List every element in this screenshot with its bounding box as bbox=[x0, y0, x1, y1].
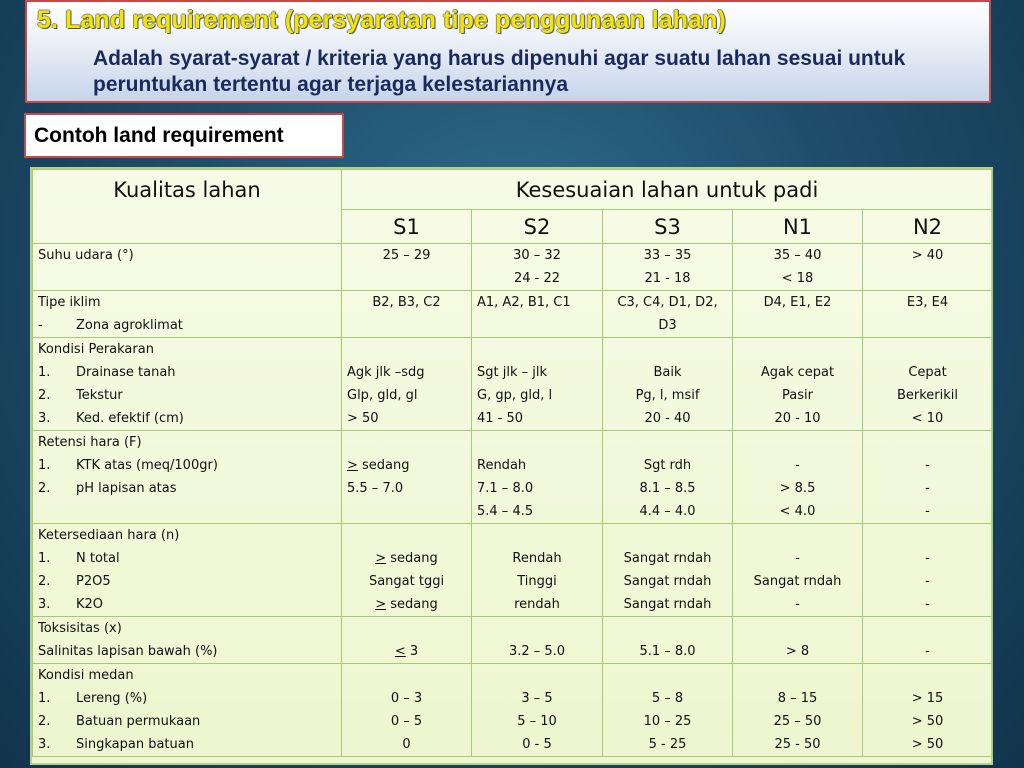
cell-value: D3 bbox=[658, 318, 677, 333]
slide-subtitle: Adalah syarat-syarat / kriteria yang harus dipenuhi agar suatu lahan sesuai untuk peruntukan tertentu agar terjaga kelestariannya bbox=[93, 47, 906, 96]
cell-value: > 50 bbox=[347, 411, 379, 426]
table-row bbox=[33, 524, 993, 617]
cell-value: 30 – 32 bbox=[513, 248, 561, 263]
item-label: Singkapan batuan bbox=[76, 737, 194, 752]
table-row bbox=[33, 244, 993, 291]
class-header-s2: S2 bbox=[472, 210, 603, 244]
item-number: 1. bbox=[38, 551, 51, 566]
cell-value: 5 - 25 bbox=[648, 737, 687, 752]
item-number: 2. bbox=[38, 388, 51, 403]
cell-value: > sedang bbox=[375, 597, 438, 612]
cell-value: Pasir bbox=[782, 388, 813, 403]
cell-value: 20 - 10 bbox=[774, 411, 821, 426]
cell-value: > sedang bbox=[347, 458, 410, 473]
cell-value: > 50 bbox=[911, 737, 944, 752]
item-number: 3. bbox=[38, 737, 51, 752]
cell-value: Sangat tggi bbox=[368, 574, 445, 589]
table-row bbox=[33, 291, 993, 338]
cell-value: < 3 bbox=[394, 644, 419, 659]
cell-value: - bbox=[795, 551, 800, 566]
item-label: Lereng (%) bbox=[76, 691, 148, 706]
item-label: Batuan permukaan bbox=[76, 714, 201, 729]
item-number: 3. bbox=[38, 597, 51, 612]
item-label: Tekstur bbox=[76, 388, 123, 403]
header-row-1 bbox=[33, 170, 993, 210]
table-row bbox=[33, 338, 993, 431]
item-number: 2. bbox=[38, 574, 51, 589]
slide-title: 5. Land requirement (persyaratan tipe penggunaan lahan) bbox=[37, 6, 726, 34]
cell-value: Agak cepat bbox=[760, 365, 835, 380]
cell-value: Sangat rndah bbox=[623, 551, 712, 566]
table-row bbox=[33, 431, 993, 524]
item-label: pH lapisan atas bbox=[76, 481, 177, 496]
cell-value: 5 – 8 bbox=[651, 691, 684, 706]
cell-value: D4, E1, E2 bbox=[763, 295, 832, 310]
row-label: Ketersediaan hara (n) bbox=[38, 528, 180, 543]
cell-value: 24 - 22 bbox=[513, 271, 561, 286]
item-label: Drainase tanah bbox=[76, 365, 176, 380]
cell-value: 20 - 40 bbox=[644, 411, 691, 426]
cell-value: C3, C4, D1, D2, bbox=[617, 295, 718, 310]
bullet: - bbox=[38, 318, 43, 333]
cell-value: - bbox=[925, 574, 930, 589]
header-panel bbox=[25, 0, 991, 103]
cell-value: < 10 bbox=[911, 411, 944, 426]
cell-value: 8 – 15 bbox=[777, 691, 818, 706]
cell-value: Sangat rndah bbox=[623, 597, 712, 612]
table-row bbox=[33, 664, 993, 757]
sub-label: Zona agroklimat bbox=[76, 318, 183, 333]
cell-value: Berkerikil bbox=[896, 388, 959, 403]
cell-value: Rendah bbox=[512, 551, 562, 566]
cell-value: 5 – 10 bbox=[517, 714, 557, 729]
cell-value: 4.4 – 4.0 bbox=[639, 504, 696, 519]
cell-value: - bbox=[925, 644, 930, 659]
cell-value: > sedang bbox=[375, 551, 438, 566]
item-label: Ked. efektif (cm) bbox=[76, 411, 184, 426]
table-row bbox=[33, 617, 993, 664]
cell-value: rendah bbox=[514, 597, 560, 612]
item-number: 1. bbox=[38, 458, 51, 473]
cell-value: > 40 bbox=[911, 248, 944, 263]
cell-value: 5.5 – 7.0 bbox=[347, 481, 404, 496]
class-header-s1: S1 bbox=[342, 210, 472, 244]
example-label: Contoh land requirement bbox=[34, 124, 284, 147]
cell-value: - bbox=[925, 504, 930, 519]
item-number: 1. bbox=[38, 365, 51, 380]
item-number: 3. bbox=[38, 411, 51, 426]
row-label: Toksisitas (x) bbox=[38, 621, 122, 636]
cell-value: A1, A2, B1, C1 bbox=[477, 295, 571, 310]
cell-value: 0 – 3 bbox=[390, 691, 423, 706]
cell-value: 25 - 50 bbox=[774, 737, 821, 752]
class-header-n2: N2 bbox=[863, 210, 993, 244]
cell-value: Rendah bbox=[477, 458, 527, 473]
cell-value: Sangat rndah bbox=[753, 574, 842, 589]
class-header-s3: S3 bbox=[603, 210, 733, 244]
row-label: Retensi hara (F) bbox=[38, 435, 142, 450]
item-label: K2O bbox=[76, 597, 104, 612]
col-header-suitability: Kesesuaian lahan untuk padi bbox=[342, 170, 993, 210]
cell-value: 3 – 5 bbox=[521, 691, 553, 706]
cell-value: - bbox=[795, 458, 800, 473]
cell-value: 0 – 5 bbox=[390, 714, 423, 729]
item-number: 1. bbox=[38, 691, 51, 706]
item-label: N total bbox=[76, 551, 120, 566]
cell-value: 41 - 50 bbox=[477, 411, 524, 426]
cell-value: 25 – 29 bbox=[382, 248, 431, 263]
cell-value: 3.2 – 5.0 bbox=[508, 644, 566, 659]
cell-value: - bbox=[925, 551, 930, 566]
cell-value: G, gp, gld, l bbox=[477, 388, 553, 403]
cell-value: Baik bbox=[653, 365, 682, 380]
land-requirement-table bbox=[32, 169, 993, 757]
cell-value: 10 – 25 bbox=[643, 714, 692, 729]
cell-value: 21 - 18 bbox=[644, 271, 691, 286]
cell-value: Agk jlk –sdg bbox=[347, 365, 425, 380]
cell-value: 8.1 – 8.5 bbox=[639, 481, 696, 496]
cell-value: 5.4 – 4.5 bbox=[477, 504, 534, 519]
cell-value: Sgt jlk – jlk bbox=[477, 365, 548, 380]
cell-value: 7.1 – 8.0 bbox=[477, 481, 534, 496]
item-label: KTK atas (meq/100gr) bbox=[76, 458, 218, 473]
cell-value: 35 – 40 bbox=[773, 248, 822, 263]
cell-value: Pg, l, msif bbox=[635, 388, 700, 403]
cell-value: 0 bbox=[402, 737, 411, 752]
cell-value: 25 – 50 bbox=[773, 714, 822, 729]
land-requirement-table-wrap bbox=[30, 167, 993, 765]
cell-value: Sgt rdh bbox=[643, 458, 692, 473]
cell-value: B2, B3, C2 bbox=[372, 295, 441, 310]
cell-value: E3, E4 bbox=[906, 295, 949, 310]
row-label: Kondisi Perakaran bbox=[38, 342, 154, 357]
row-label: Tipe iklim bbox=[38, 295, 101, 310]
row-label: Suhu udara (°) bbox=[38, 248, 134, 263]
cell-value: < 4.0 bbox=[779, 504, 816, 519]
cell-value: > 8.5 bbox=[779, 481, 816, 496]
cell-value: > 50 bbox=[911, 714, 944, 729]
cell-value: Cepat bbox=[908, 365, 947, 380]
example-label-box bbox=[24, 113, 344, 158]
cell-value: > 8 bbox=[785, 644, 810, 659]
cell-value: - bbox=[925, 481, 930, 496]
cell-value: 33 – 35 bbox=[643, 248, 692, 263]
cell-value: Tinggi bbox=[517, 574, 557, 589]
cell-value: < 18 bbox=[781, 271, 814, 286]
item-number: 2. bbox=[38, 481, 51, 496]
cell-value: 5.1 – 8.0 bbox=[639, 644, 696, 659]
col-header-quality: Kualitas lahan bbox=[33, 170, 342, 244]
class-header-n1: N1 bbox=[733, 210, 863, 244]
cell-value: > 15 bbox=[911, 691, 944, 706]
cell-value: 0 - 5 bbox=[522, 737, 552, 752]
item-number: 2. bbox=[38, 714, 51, 729]
item-label: P2O5 bbox=[76, 574, 111, 589]
cell-value: Glp, gld, gl bbox=[347, 388, 418, 403]
sub-label: Salinitas lapisan bawah (%) bbox=[38, 644, 218, 659]
cell-value: - bbox=[925, 597, 930, 612]
cell-value: - bbox=[795, 597, 800, 612]
cell-value: - bbox=[925, 458, 930, 473]
cell-value: Sangat rndah bbox=[623, 574, 712, 589]
row-label: Kondisi medan bbox=[38, 668, 134, 683]
